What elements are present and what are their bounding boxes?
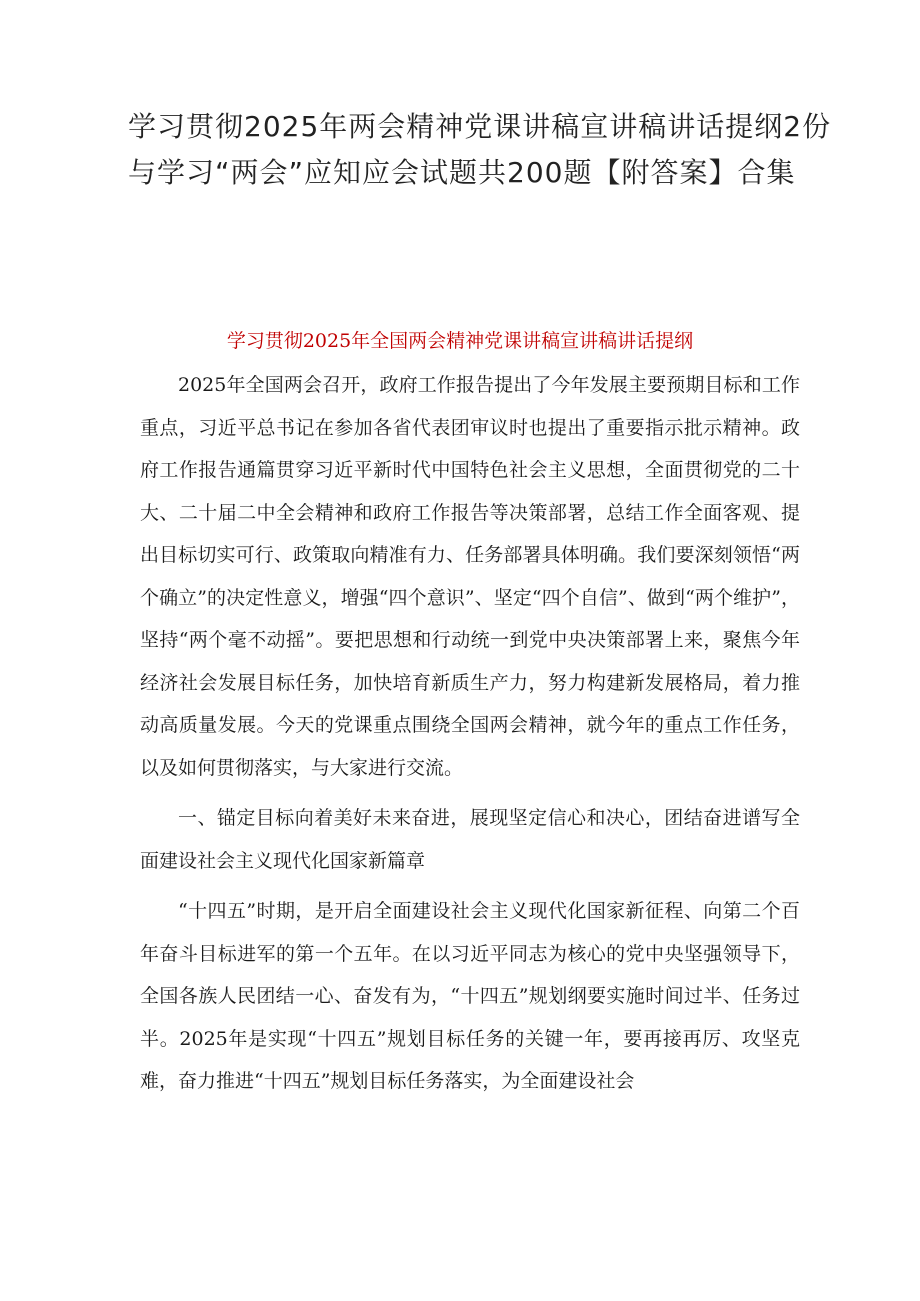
paragraph-subheading-1: 一、锚定目标向着美好未来奋进，展现坚定信心和决心，团结奋进谱写全面建设社会主义现代化国家新篇章 — [140, 807, 800, 872]
document-title-line-1: 学习贯彻2025年两会精神党课讲稿宣讲稿讲话提纲2份 — [128, 110, 832, 143]
section-heading: 学习贯彻2025年全国两会精神党课讲稿宣讲稿讲话提纲 — [226, 330, 694, 352]
document-title — [128, 104, 832, 196]
body-text — [140, 364, 800, 1103]
document-title-line-2: 与学习“两会”应知应会试题共200题【附答案】合集 — [128, 156, 796, 189]
paragraph-intro: 2025年全国两会召开，政府工作报告提出了今年发展主要预期目标和工作重点，习近平总书记在参加各省代表团审议时也提出了重要指示批示精神。政府工作报告通篇贯穿习近平新时代中国特色社会主义思想，全面贯彻党的二十大、二十届二中全会精神和政府工作报告等决策部署，总结工作全面客观、提出目标切实可行、政策取向精准有力、任务部署具体明确。我们要深刻领悟“两个确立”的决定性意义，增强“四个意识”、坚定“四个自信”、做到“两个维护”，坚持“两个毫不动摇”。要把思想和行动统一到党中央决策部署上来，聚焦今年经济社会发展目标任务，加快培育新质生产力，努力构建新发展格局，着力推动高质量发展。今天的党课重点围绕全国两会精神，就今年的重点工作任务，以及如何贯彻落实，与大家进行交流。 — [140, 374, 800, 779]
paragraph-body-1: “十四五”时期，是开启全面建设社会主义现代化国家新征程、向第二个百年奋斗目标进军的第一个五年。在以习近平同志为核心的党中央坚强领导下，全国各族人民团结一心、奋发有为，“十四五”规划纲要实施时间过半、任务过半。2025年是实现“十四五”规划目标任务的关键一年，要再接再厉、攻坚克难，奋力推进“十四五”规划目标任务落实，为全面建设社会 — [140, 900, 800, 1092]
